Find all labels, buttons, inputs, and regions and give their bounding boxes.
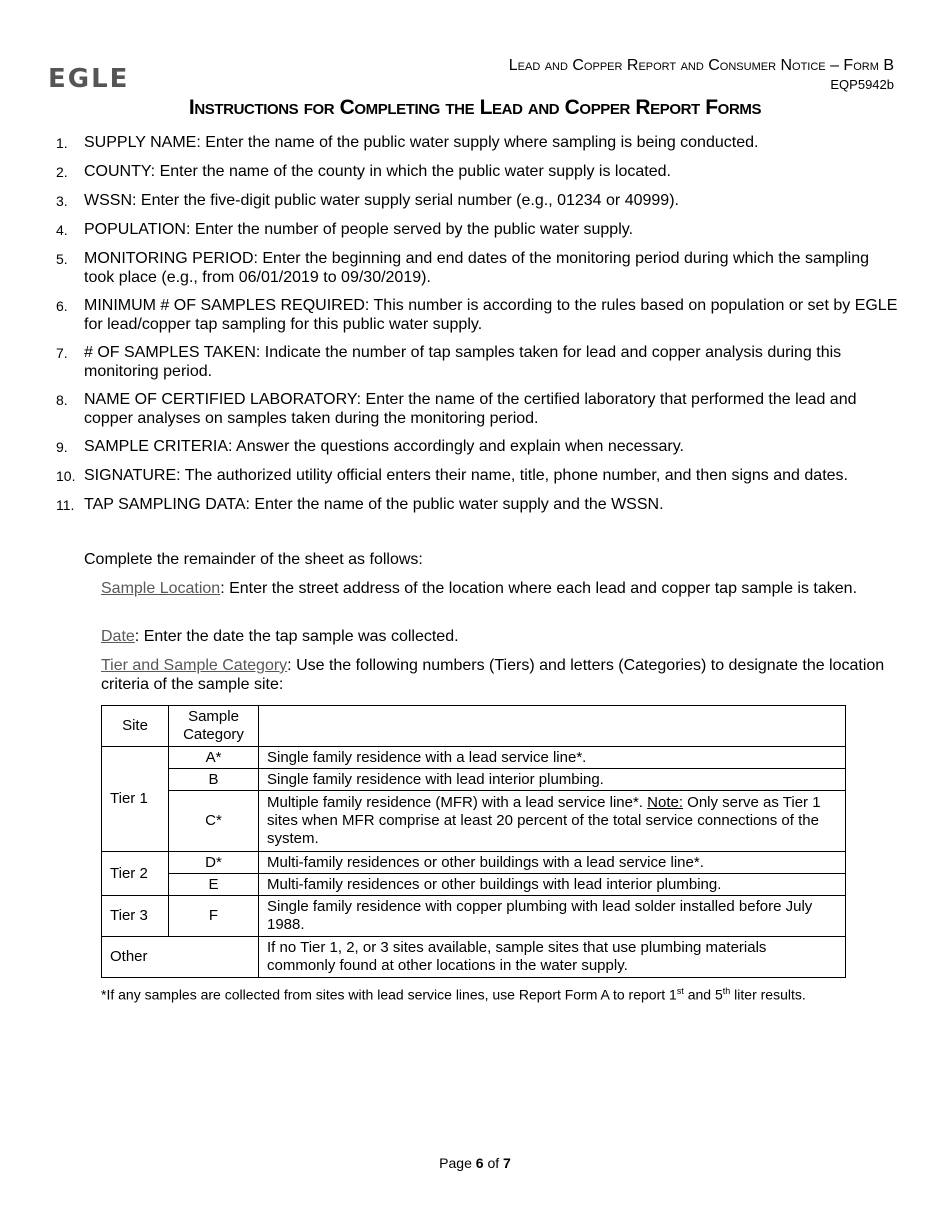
list-item: 6. MINIMUM # OF SAMPLES REQUIRED: This number is according to the rules based on population or set by EGLE for lead/copper tap sampling for this public water supply. [56, 297, 898, 333]
footnote: *If any samples are collected from sites with lead service lines, use Report Form A to report 1st and 5th liter results. [101, 986, 806, 1003]
sample-location-label: Sample Location [101, 580, 221, 597]
form-title: Lead and Copper Report and Consumer Notice – Form B [508, 57, 894, 74]
date-instruction: Date: Enter the date the tap sample was collected. [101, 628, 459, 645]
table-row: E Multi-family residences or other buildings with lead interior plumbing. [102, 874, 846, 896]
date-label: Date [101, 628, 135, 645]
continuation-text: Complete the remainder of the sheet as follows: [84, 551, 423, 568]
tier-instruction: Tier and Sample Category: Use the following numbers (Tiers) and letters (Categories) to designate the location criteria of the sample site: [101, 657, 885, 693]
list-item: 8. NAME OF CERTIFIED LABORATORY: Enter the name of the certified laboratory that performed the lead and copper analyses on samples taken during the monitoring period. [56, 391, 857, 427]
page-title: Instructions for Completing the Lead and Copper Report Forms [188, 96, 762, 119]
list-item: 9. SAMPLE CRITERIA: Answer the questions accordingly and explain when necessary. [56, 438, 684, 455]
site-header: Site [102, 706, 169, 747]
list-item: 3. WSSN: Enter the five-digit public water supply serial number (e.g., 01234 or 40999). [56, 192, 679, 209]
table-row: Tier 1 A* Single family residence with a lead service line*. [102, 747, 846, 769]
other-cell: Other [102, 937, 259, 978]
table-row: Tier 2 D* Multi-family residences or other buildings with a lead service line*. [102, 852, 846, 874]
instruction-list [56, 133, 902, 524]
page-number: Page 6 of 7 [439, 1155, 511, 1171]
tier-1-cell: Tier 1 [102, 747, 169, 852]
sample-location-instruction: Sample Location: Enter the street address of the location where each lead and copper tap sample is taken. [101, 580, 858, 597]
table-row: C* Multiple family residence (MFR) with a lead service line*. Note: Only serve as Tier 1 sites when MFR comprise at least 20 percent of the total service connections of the system. [102, 791, 846, 852]
list-item: 11. TAP SAMPLING DATA: Enter the name of the public water supply and the WSSN. [56, 496, 664, 513]
list-item: 2. COUNTY: Enter the name of the county in which the public water supply is located. [56, 163, 671, 180]
tier-category-table [101, 705, 846, 978]
list-item: 5. MONITORING PERIOD: Enter the beginning and end dates of the monitoring period during which the sampling took place (e.g., from 06/01/2019 to 09/30/2019). [56, 250, 870, 286]
form-code: EQP5942b [830, 77, 894, 92]
table-header-row [102, 706, 846, 747]
tier-3-cell: Tier 3 [102, 896, 169, 937]
table-row: Other If no Tier 1, 2, or 3 sites available, sample sites that use plumbing materials commonly found at other locations in the water supply. [102, 937, 846, 978]
table-row: Tier 3 F Single family residence with copper plumbing with lead solder installed before July 1988. [102, 896, 846, 937]
category-header: Sample Category [169, 706, 259, 747]
tier-label: Tier and Sample Category [101, 657, 288, 674]
table-row: B Single family residence with lead interior plumbing. [102, 769, 846, 791]
list-item: 10. SIGNATURE: The authorized utility official enters their name, title, phone number, and then signs and dates. [56, 467, 848, 484]
note-label: Note: [647, 794, 683, 811]
list-item: 1. SUPPLY NAME: Enter the name of the public water supply where sampling is being conducted. [56, 134, 759, 151]
tier-2-cell: Tier 2 [102, 852, 169, 896]
list-item: 7. # OF SAMPLES TAKEN: Indicate the number of tap samples taken for lead and copper analysis during this monitoring period. [56, 344, 842, 380]
egle-logo: EGLE [48, 64, 130, 94]
list-item: 4. POPULATION: Enter the number of people served by the public water supply. [56, 221, 634, 238]
